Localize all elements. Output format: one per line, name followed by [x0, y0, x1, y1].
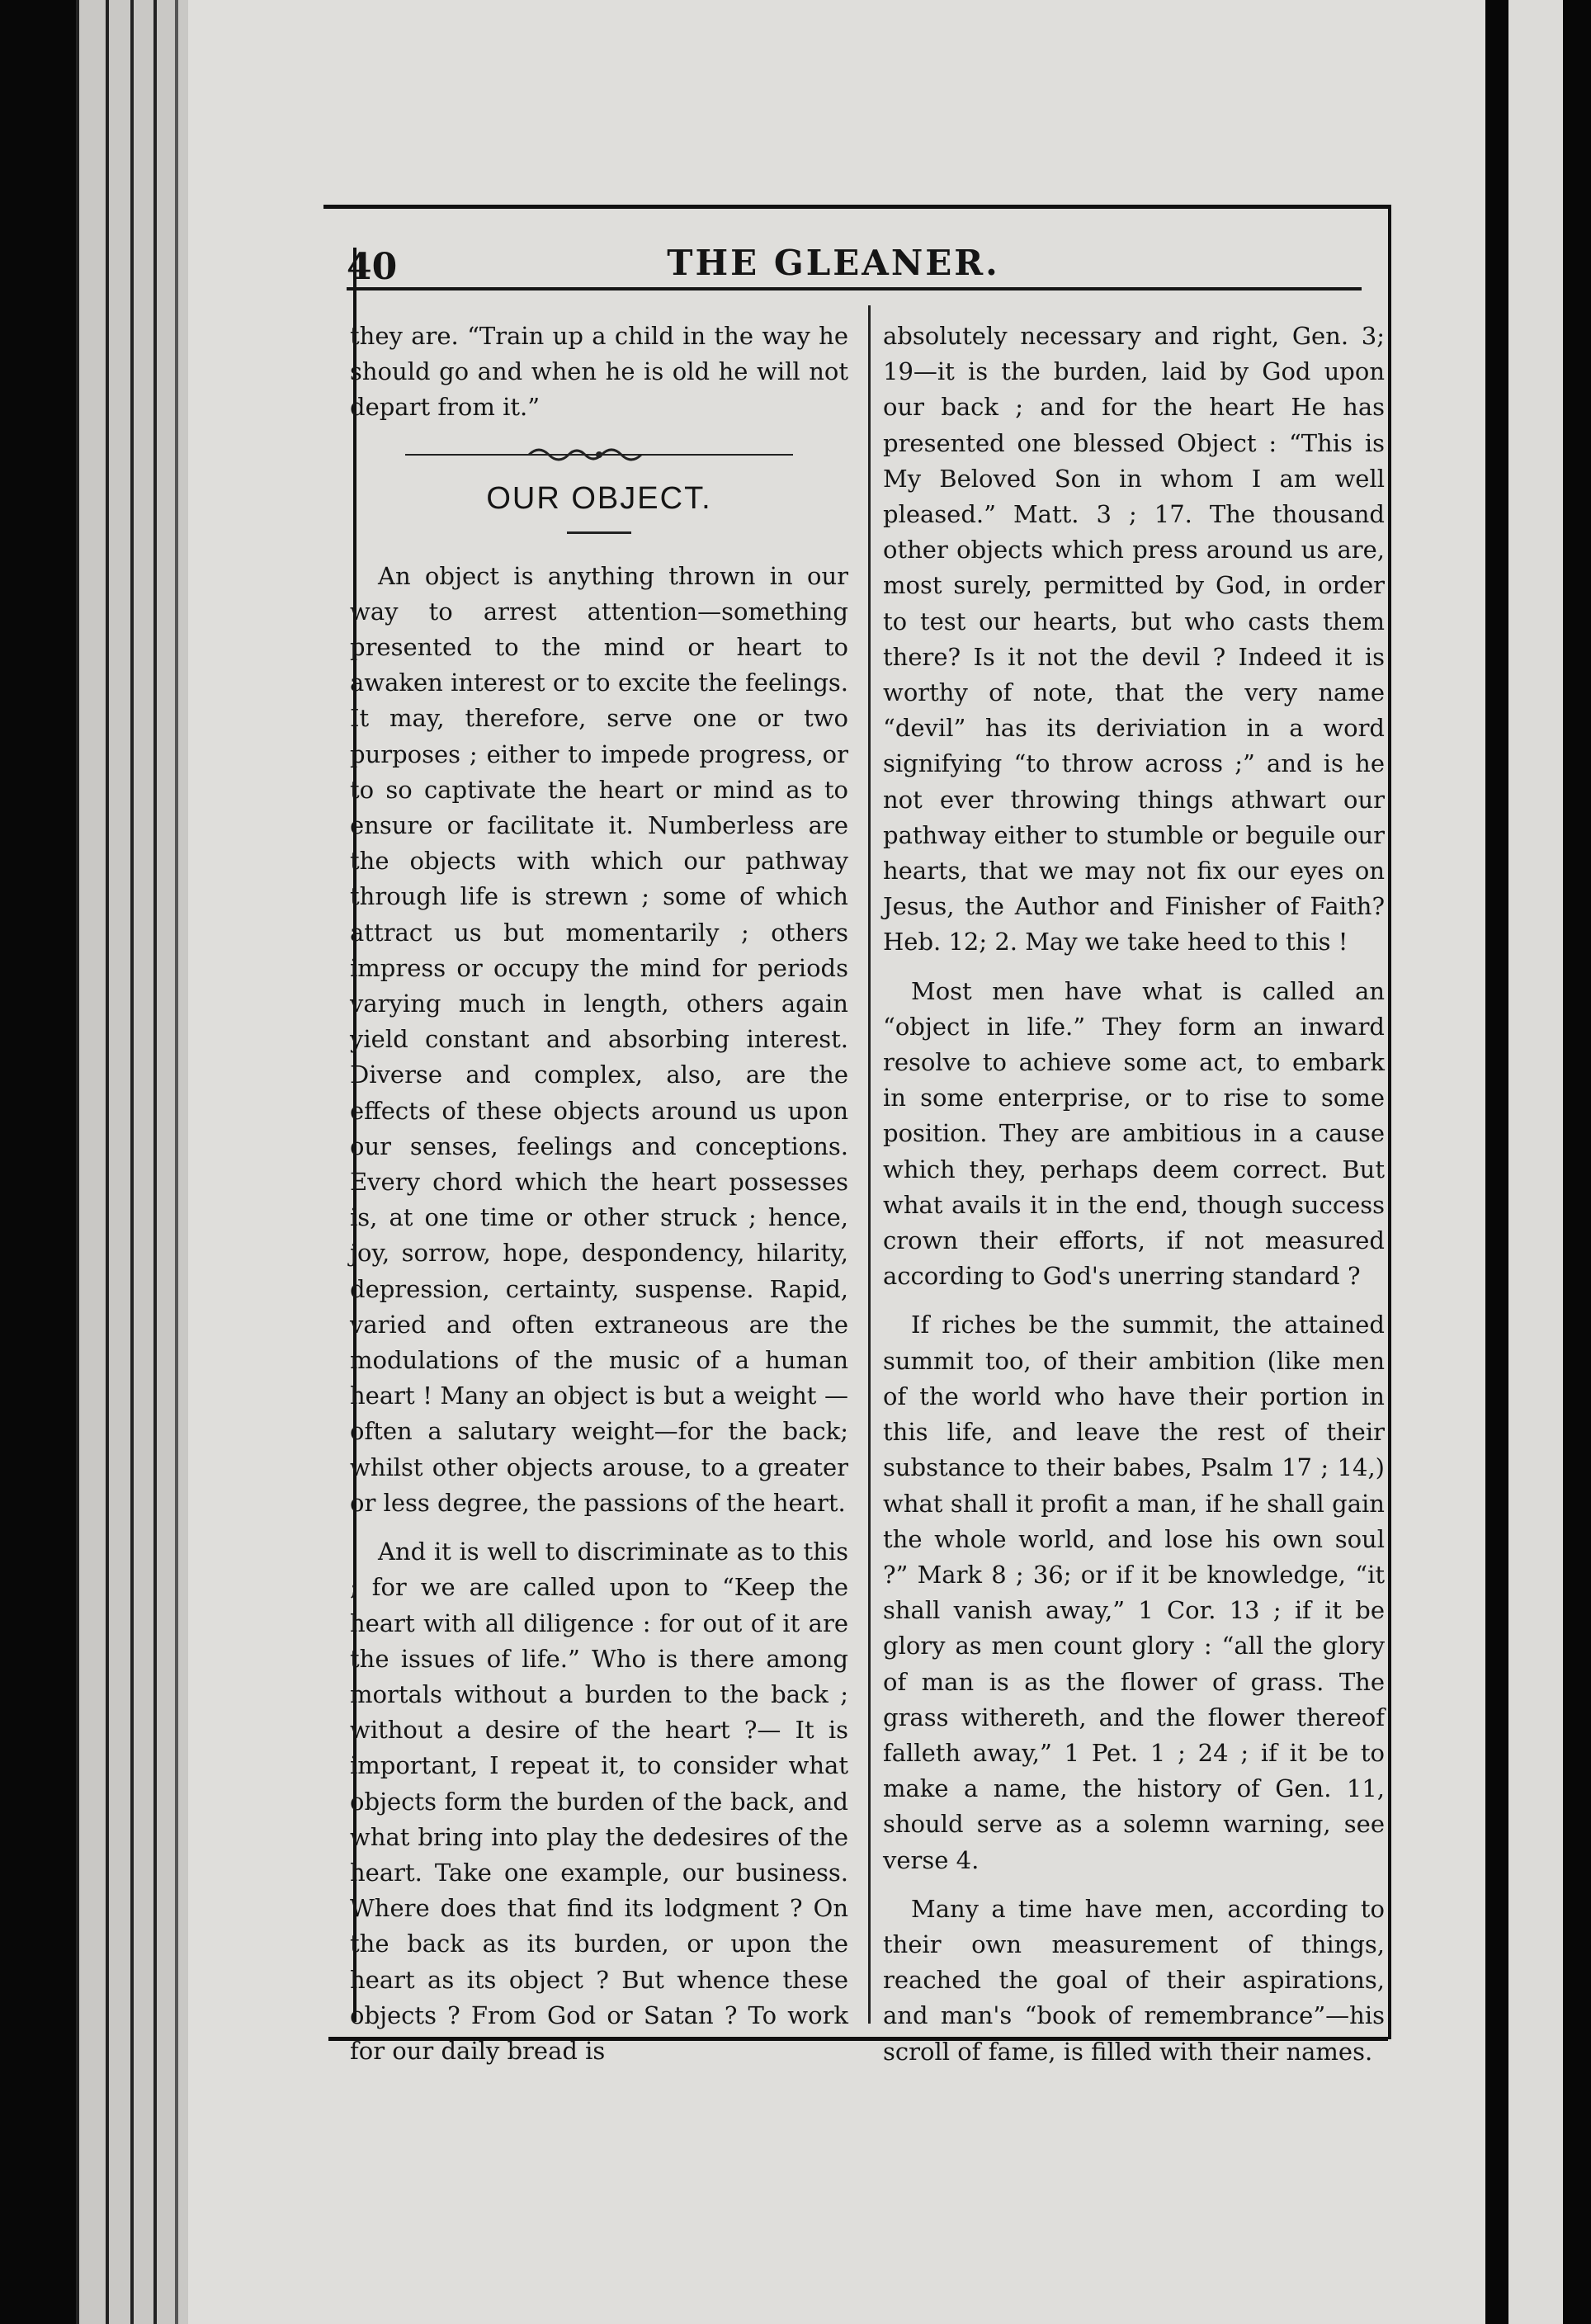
article-paragraph: If riches be the summit, the attained summit too, of their ambition (like men of the world who have their portion in this life, and leave the rest of their substance to their babes, Psalm 17 ; 14,) what shall it profit a man, if he shall gain the whole world, and lose his own soul ?” Mark 8 ; 36; or if it be knowledge, “it shall vanish away,” 1 Cor. 13 ; if it be glory as men count glory : “all the glory of man is as the flower of grass. The grass withereth, and the flower thereof falleth away,” 1 Pet. 1 ; 24 ; if it be to make a name, the history of Gen. 11, should serve as a solemn warning, see verse 4. [883, 1311, 1385, 1874]
article-paragraph: Most men have what is called an “object in life.” They form an inward resolve to achieve some act, to embark in some enterprise, or to rise to some position. They are ambitious in a cause which they, perhaps deem correct. But what avails it in the end, though success crown their efforts, if not measured according to God's unerring standard ? [883, 976, 1385, 1291]
left-column [350, 319, 848, 2069]
page-edge [76, 0, 107, 2324]
article-paragraph: absolutely necessary and right, Gen. 3; 19—it is the burden, laid by God upon our back ; and for the heart He has presented one blessed Object : “This is My Beloved Son in whom I am well pleased.” Matt. 3 ; 17. The thousand other objects which press around us are, most surely, permitted by God, in order to test our hearts, but who casts them there? Is it not the devil ? Indeed it is worthy of note, that the very name “devil” has its deriviation in a word signifying “to throw across ;” and is he not ever throwing things athwart our pathway either to stumble or beguile our hearts, that we may not fix our eyes on Jesus, the Author and Finisher of Faith? Heb. 12; 2. May we take heed to this ! [883, 322, 1385, 957]
running-title: THE GLEANER. [667, 243, 1000, 283]
column-divider [868, 305, 871, 2024]
page-number: 40 [347, 246, 398, 288]
article-paragraph: An object is anything thrown in our way to arrest attention—something presented to the mind or heart to awaken interest or to excite the feelings. It may, therefore, serve one or two purposes ; either to impede progress, or to so captivate the heart or mind as to ensure or facilitate it. Numberless are the objects with which our pathway through life is strewn ; some of which attract us but momentarily ; others impress or occupy the mind for periods varying much in length, others again yield constant and absorbing interest. Diverse and complex, also, are the effects of these objects around us upon our senses, feelings and conceptions. Every chord which the heart possesses is, at one time or other struck ; hence, joy, sorrow, hope, despondency, hilarity, depression, certainty, suspense. Rapid, varied and often extraneous are the modulations of the music of a human heart ! Many an object is but a weight —often a salutary weight—for the back; whilst other objects arouse, to a greater or less degree, the passions of the heart. [350, 561, 848, 1517]
article-title: OUR OBJECT. [486, 480, 712, 516]
ornamental-divider [405, 441, 793, 469]
right-column [883, 319, 1385, 2070]
page-edge [153, 0, 177, 2324]
continuation-paragraph: they are. “Train up a child in the way he should go and when he is old he will not depart from it.” [350, 322, 848, 422]
page-edge [106, 0, 132, 2324]
facing-page-sliver [1508, 0, 1563, 2324]
page-edge [130, 0, 155, 2324]
book-binding-shadow [0, 0, 76, 2324]
article-paragraph: Many a time have men, according to their own measurement of things, reached the goal of their aspirations, and man's “book of remembrance”—his scroll of fame, is filled with their names. [883, 1894, 1385, 2066]
title-rule [567, 531, 631, 534]
article-paragraph: And it is well to discriminate as to this ; for we are called upon to “Keep the heart with all diligence : for out of it are the issues of life.” Who is there among mortals without a burden to the back ; without a desire of the heart ?— It is important, I repeat it, to consider what objects form the burden of the back, and what bring into play the dedesires of the heart. Take one example, our business. Where does that find its lodgment ? On the back as its burden, or upon the heart as its object ? But whence these objects ? From God or Satan ? To work for our daily bread is [350, 1538, 848, 2065]
header-rule [347, 287, 1362, 290]
page-edge [175, 0, 188, 2324]
